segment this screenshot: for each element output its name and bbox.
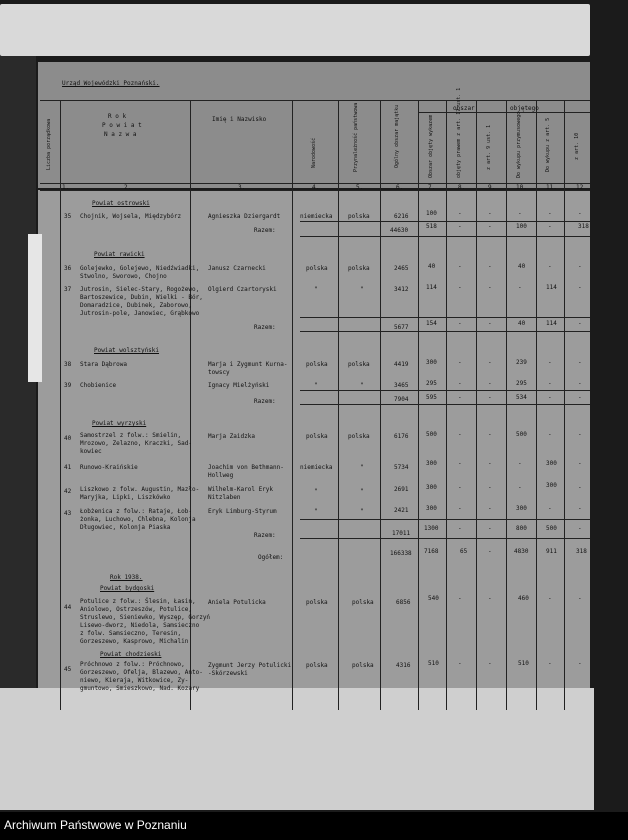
row-43-name-1: Łobżenica z folw.: Rataje, Łob- (80, 508, 192, 515)
row-35-c7: 100 (426, 210, 437, 217)
row-35-razem-c7: 518 (426, 223, 437, 230)
row-37-area: 3412 (394, 286, 409, 293)
row-42-owner-1: Wilhelm-Karol Eryk (208, 486, 274, 493)
row-43-razem-c7: 1300 (424, 525, 439, 532)
section-powiat-ostrowski: Powiat ostrowski (92, 200, 150, 207)
subtotal-line (300, 317, 590, 318)
row-44-name-1: Potulice z folw.: Ślesin, Łasin, (80, 598, 196, 605)
col-num: 7. (428, 184, 436, 191)
dash: - (578, 263, 582, 270)
dash: - (458, 210, 462, 217)
row-43-c7: 300 (426, 505, 437, 512)
ditto-mark: " (360, 382, 364, 389)
grid-line (338, 100, 339, 710)
dash: - (458, 484, 462, 491)
row-38-owner-1: Marja i Zygmunt Kurna- (208, 361, 288, 368)
dash: - (488, 548, 492, 555)
dash: - (548, 380, 552, 387)
row-45-name-1: Próchnowo z folw.: Próchnowo, (80, 661, 185, 668)
dash: - (488, 223, 492, 230)
row-36-name-1: Golejewko, Golejewo, Niedźwiadki, (80, 265, 200, 272)
dash: - (548, 210, 552, 217)
row-40-area: 6176 (394, 433, 409, 440)
razem-label: Razem: (254, 227, 276, 234)
dash: - (548, 359, 552, 366)
grid-line (564, 100, 565, 710)
row-38-przynaleznosc: polska (348, 361, 370, 368)
row-37-name-3: Domaradzice, Dubinek, Zaborowo, (80, 302, 192, 309)
dash: - (488, 263, 492, 270)
row-43-razem-area: 17011 (392, 530, 411, 537)
archive-name: Archiwum Państwowe w Poznaniu (4, 818, 187, 832)
row-36-c10: 40 (518, 263, 526, 270)
header-sub-line (418, 112, 590, 113)
row-44-owner: Aniela Potulicka (208, 599, 266, 606)
row-44-name-5: z folw. Samsieczno, Teresin, (80, 630, 182, 637)
row-37-name-1: Jutrosin, Sielec-Stary, Rogożewo, (80, 286, 200, 293)
col-num: 2. (124, 184, 132, 191)
row-41-owner-2: Hollweg (208, 472, 234, 479)
row-37-razem-area: 5677 (394, 324, 409, 331)
row-42-name-2: Maryjka, Lipki, Liszkówko (80, 494, 171, 501)
row-39-c7: 295 (426, 380, 437, 387)
row-44-przynaleznosc: polska (352, 599, 374, 606)
row-35-razem-c12: 318 (578, 223, 589, 230)
top-paper-strip (0, 4, 590, 56)
section-powiat-wyrzyski: Powiat wyrzyski (92, 420, 147, 427)
bottom-paper-strip (0, 688, 594, 810)
row-41-c7: 300 (426, 460, 437, 467)
subtotal-line (300, 519, 590, 520)
col-num: 10. (516, 184, 527, 191)
row-35-razem-c10: 100 (516, 223, 527, 230)
dash: - (458, 660, 462, 667)
col-num: 8. (458, 184, 466, 191)
row-39-razem-c7: 595 (426, 394, 437, 401)
dash: - (488, 505, 492, 512)
subtotal-line (300, 221, 590, 222)
col-num: 4. (312, 184, 320, 191)
row-38-owner-2: towscy (208, 369, 230, 376)
ogolem-c8: 65 (460, 548, 468, 555)
dash: - (488, 359, 492, 366)
col-num: 3. (238, 184, 246, 191)
row-41-name: Runowo-Kraińskie (80, 464, 138, 471)
section-powiat-rawicki: Powiat rawicki (94, 251, 145, 258)
col-header-przynaleznosc: Przynależność państwowa (353, 102, 359, 172)
subtotal-line (300, 538, 590, 539)
dash: - (578, 320, 582, 327)
grid-line (446, 100, 447, 710)
dash: - (518, 460, 522, 467)
row-42-area: 2691 (394, 486, 409, 493)
row-44-name-6: Gorzeszewo, Kasprowo, Michalin (80, 638, 189, 645)
subtotal-line (300, 236, 590, 237)
ditto-mark: " (360, 286, 364, 293)
row-39-razem-area: 7904 (394, 396, 409, 403)
dash: - (488, 595, 492, 602)
dash: - (578, 505, 582, 512)
col-header-imie: Imię i Nazwisko (212, 116, 267, 123)
row-42-lp: 42 (64, 488, 72, 495)
grid-line (380, 100, 381, 710)
dash: - (458, 263, 462, 270)
row-37-lp: 37 (64, 286, 72, 293)
ditto-mark: " (360, 464, 364, 471)
row-40-name-2: Mrozowo, Zelazno, Kraczki, Sad- (80, 440, 192, 447)
dash: - (488, 394, 492, 401)
ogolem-label: Ogółem: (258, 554, 284, 561)
row-38-name: Stara Dąbrowa (80, 361, 127, 368)
col-header-7: Obszar objęty wykazem (428, 114, 434, 178)
ogolem-c10: 4830 (514, 548, 529, 555)
row-39-area: 3465 (394, 382, 409, 389)
row-41-narodowosc: niemiecka (300, 464, 333, 471)
row-40-narodowosc: polska (306, 433, 328, 440)
dash: - (488, 431, 492, 438)
row-36-c7: 40 (428, 263, 436, 270)
row-37-name-4: Jutrosin-pole, Janowiec, Grąbkowo (80, 310, 200, 317)
row-43-razem-c10: 800 (516, 525, 527, 532)
dash: - (578, 380, 582, 387)
col-num: 5. (356, 184, 364, 191)
subtotal-line (300, 331, 590, 332)
row-35-narodowosc: niemiecka (300, 213, 333, 220)
row-40-lp: 40 (64, 435, 72, 442)
grid-line (476, 100, 477, 710)
dash: - (578, 210, 582, 217)
dash: - (578, 595, 582, 602)
ditto-mark: " (314, 286, 318, 293)
row-40-c7: 500 (426, 431, 437, 438)
row-36-narodowosc: polska (306, 265, 328, 272)
row-44-area: 6856 (396, 599, 411, 606)
row-45-c10: 510 (518, 660, 529, 667)
dash: - (548, 505, 552, 512)
col-header-10: Do wykupu przymusowego (516, 111, 522, 178)
row-40-name-3: kowiec (80, 448, 102, 455)
row-45-owner-2: -Skórzewski (208, 670, 248, 677)
header-top-line (40, 100, 590, 101)
row-37-name-2: Bartoszewice, Dubin, Wielki - Bór, (80, 294, 203, 301)
col-num: 11. (546, 184, 557, 191)
row-36-area: 2465 (394, 265, 409, 272)
dash: - (458, 380, 462, 387)
row-43-lp: 43 (64, 510, 72, 517)
row-45-name-4: gmuntowo, Smieszkowo, Nad. Kozary (80, 685, 200, 692)
row-44-name-4: Lisewo-dworz, Niedola, Samsieczno (80, 622, 200, 629)
row-39-razem-c10: 534 (516, 394, 527, 401)
col-header-ogolny: Ogólny obszar majątku (394, 104, 400, 168)
row-37-c11: 114 (546, 284, 557, 291)
row-39-owner: Ignacy Mielżyński (208, 382, 270, 389)
row-41-area: 5734 (394, 464, 409, 471)
ditto-mark: " (360, 488, 364, 495)
section-powiat-wolsztynski: Powiat wolsztyński (94, 347, 160, 354)
dash: - (488, 380, 492, 387)
row-44-name-2: Aniolowo, Ostrzeszów, Potulice, (80, 606, 192, 613)
row-37-razem-c11: 114 (546, 320, 557, 327)
subtotal-line (300, 404, 590, 405)
row-35-lp: 35 (64, 213, 72, 220)
grid-line (292, 100, 293, 710)
ditto-mark: " (314, 508, 318, 515)
row-37-owner: Olgierd Czartoryski (208, 286, 277, 293)
razem-label: Razem: (254, 324, 276, 331)
row-43-area: 2421 (394, 507, 409, 514)
grid-line (536, 100, 537, 710)
dash: - (488, 284, 492, 291)
row-37-razem-c7: 154 (426, 320, 437, 327)
row-41-owner-1: Joachim von Bethmann- (208, 464, 284, 471)
row-37-c7: 114 (426, 284, 437, 291)
row-42-c7: 300 (426, 484, 437, 491)
row-38-lp: 38 (64, 361, 72, 368)
razem-label: Razem: (254, 398, 276, 405)
dash: - (458, 284, 462, 291)
dash: - (488, 484, 492, 491)
row-45-name-3: niewo, Kieraja, Witkowice, Zy- (80, 677, 189, 684)
row-35-name: Chojnik, Wojsela, Międzybórz (80, 213, 182, 220)
dash: - (458, 595, 462, 602)
col-header-12: z art. 10 (574, 132, 580, 160)
col-header-narodowosc: Narodowość (311, 137, 317, 168)
col-header-11: Do wykupu z art. 5 (545, 117, 551, 172)
dash: - (488, 320, 492, 327)
dash: - (518, 284, 522, 291)
row-35-razem-area: 44630 (390, 227, 409, 234)
dash: - (488, 660, 492, 667)
row-42-owner-2: Nitzlaben (208, 494, 241, 501)
row-38-c7: 300 (426, 359, 437, 366)
row-43-name-2: żonka, Luchowo, Chlebna, Kolonja (80, 516, 196, 523)
row-43-owner: Eryk Limburg-Styrum (208, 508, 277, 515)
dash: - (548, 595, 552, 602)
dash: - (578, 284, 582, 291)
row-36-owner: Janusz Czarnecki (208, 265, 266, 272)
row-45-owner-1: Zygmunt Jerzy Potulicki (208, 662, 292, 669)
row-42-c11: 300 (546, 482, 557, 489)
dash: - (548, 223, 552, 230)
ogolem-area: 166338 (390, 550, 412, 557)
dash: - (578, 484, 582, 491)
row-43-razem-c11: 500 (546, 525, 557, 532)
dash: - (488, 460, 492, 467)
row-41-lp: 41 (64, 464, 72, 471)
col-header-obszar: obszar (453, 105, 475, 112)
row-44-lp: 44 (64, 604, 72, 611)
row-39-lp: 39 (64, 382, 72, 389)
row-38-narodowosc: polska (306, 361, 328, 368)
dash: - (578, 660, 582, 667)
row-38-area: 4419 (394, 361, 409, 368)
section-powiat-bydgoski: Powiat bydgoski (100, 585, 155, 592)
row-45-name-2: Gorzeszewo, Ofelja, Blazewo, Anto- (80, 669, 203, 676)
row-40-c10: 500 (516, 431, 527, 438)
ditto-mark: " (314, 382, 318, 389)
row-41-c11: 300 (546, 460, 557, 467)
dash: - (458, 394, 462, 401)
dash: - (458, 223, 462, 230)
ogolem-c11: 911 (546, 548, 557, 555)
col-header-nazwa: N a z w a (104, 131, 137, 138)
row-44-name-3: Struslewo, Sieniewko, Wyszęp, Gorzyń (80, 614, 211, 621)
dash: - (578, 525, 582, 532)
ditto-mark: " (314, 488, 318, 495)
col-num: 9. (488, 184, 496, 191)
row-38-c10: 239 (516, 359, 527, 366)
col-header-rok: R o k (108, 113, 127, 120)
col-num: 12 (576, 184, 584, 191)
section-powiat-chodzieski: Powiat chodzieski (100, 651, 162, 658)
row-45-c7: 510 (428, 660, 439, 667)
dash: - (518, 484, 522, 491)
row-45-narodowosc: polska (306, 662, 328, 669)
row-35-owner: Agnieszka Dziergardt (208, 213, 281, 220)
dash: - (578, 359, 582, 366)
row-39-name: Chobienice (80, 382, 117, 389)
dash: - (458, 460, 462, 467)
dash: - (458, 431, 462, 438)
razem-label: Razem: (254, 532, 276, 539)
row-45-lp: 45 (64, 666, 72, 673)
year-heading: Rok 1938. (110, 574, 143, 581)
row-44-narodowosc: polska (306, 599, 328, 606)
col-header-liczba: Liczba porządkowa (46, 118, 52, 170)
dash: - (488, 210, 492, 217)
row-36-przynaleznosc: polska (348, 265, 370, 272)
grid-line (506, 100, 507, 710)
dash: - (578, 460, 582, 467)
dash: - (458, 505, 462, 512)
subtotal-line (300, 390, 590, 391)
dash: - (548, 431, 552, 438)
dash: - (578, 431, 582, 438)
ditto-mark: " (360, 508, 364, 515)
ogolem-c12: 318 (576, 548, 587, 555)
row-39-c10: 295 (516, 380, 527, 387)
grid-line (418, 100, 419, 710)
office-title: Urząd Wojewódzki Poznański. (62, 80, 160, 87)
col-num: 6. (396, 184, 404, 191)
col-header-objetego: objętego (510, 105, 539, 112)
ogolem-c7: 7168 (424, 548, 439, 555)
grid-line (60, 100, 61, 710)
col-header-powiat: P o w i a t (102, 122, 142, 129)
row-37-razem-c10: 40 (518, 320, 526, 327)
row-45-przynaleznosc: polska (352, 662, 374, 669)
dash: - (548, 394, 552, 401)
col-header-9: z art. 9 ust. 1 (486, 124, 492, 170)
dash: - (488, 525, 492, 532)
dash: - (458, 320, 462, 327)
col-num: 1. (62, 184, 70, 191)
row-40-owner: Marja Zaidzka (208, 433, 255, 440)
row-36-lp: 36 (64, 265, 72, 272)
paper-fragment (28, 234, 42, 382)
row-35-area: 6216 (394, 213, 409, 220)
row-43-c10: 300 (516, 505, 527, 512)
row-44-c10: 460 (518, 595, 529, 602)
dash: - (578, 394, 582, 401)
row-40-przynaleznosc: polska (348, 433, 370, 440)
col-header-8: objęty prawem z art. 17 ust. 1 (456, 87, 462, 178)
row-42-name-1: Liszkowo z folw. Augustin, Mazło- (80, 486, 200, 493)
dash: - (548, 660, 552, 667)
dash: - (548, 263, 552, 270)
dash: - (458, 359, 462, 366)
row-44-c7: 540 (428, 595, 439, 602)
dash: - (518, 210, 522, 217)
dash: - (458, 525, 462, 532)
row-40-name-1: Samostrzel z folw.: Smielin, (80, 432, 182, 439)
row-45-area: 4316 (396, 662, 411, 669)
row-35-przynaleznosc: polska (348, 213, 370, 220)
row-43-name-3: Długowiec, Kolonja Piaska (80, 524, 171, 531)
row-36-name-2: Stwolno, Sworowo, Chojno (80, 273, 167, 280)
